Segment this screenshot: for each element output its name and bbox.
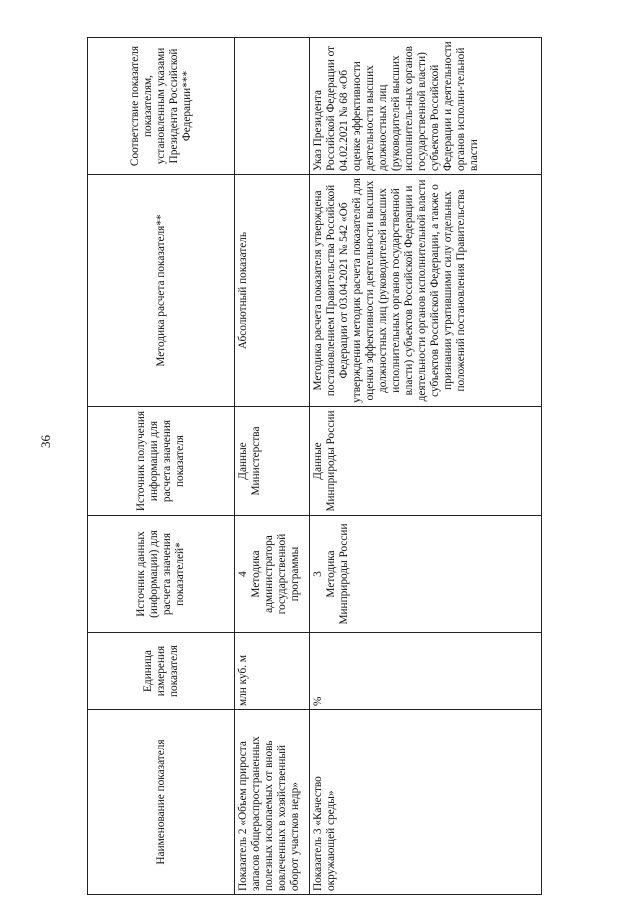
header-compliance: Соответствие показателя показателям, установленным указами Президента Российской Федерации*** xyxy=(88,38,235,175)
header-name: Наименование показателя xyxy=(88,710,235,895)
row-source-number: 4 xyxy=(237,571,249,577)
header-source: Источник данных (информации) для расчета значения показателей* xyxy=(88,516,235,633)
table-row xyxy=(235,38,310,895)
table-row xyxy=(310,38,542,895)
page-number: 36 xyxy=(38,435,53,448)
row-source xyxy=(235,516,310,633)
row-name: Показатель 2 «Объем прироста запасов общераспространенных полезных ископаемых от вновь вовлеченных в хозяйственный оборот участков недр» xyxy=(235,710,310,895)
row-source xyxy=(310,516,542,633)
row-unit: млн куб. м xyxy=(235,633,310,710)
row-info-source: Данные Минприроды России xyxy=(310,407,542,516)
row-compliance xyxy=(235,38,310,175)
header-info-source: Источник получения информации для расчета значения показателя xyxy=(88,407,235,516)
row-source-text: Методика Минприроды России xyxy=(325,523,350,625)
row-method: Абсолютный показатель xyxy=(235,175,310,407)
rotated-table-container xyxy=(87,38,542,895)
row-name: Показатель 3 «Качество окружающей среды» xyxy=(310,710,542,895)
row-method: Методика расчета показателя утверждена постановлением Правительства Российской Федерации от 03.04.2021 № 542 «Об утверждении методик расчета показателей для оценки эффективности деятельности высших должностных лиц (руководителей высших исполнительных органов государственной власти) субъектов Российской Федерации и деятельности органов исполнительной власти субъектов Российской Федерации, а также о признании утратившими силу отдельных положений постановления Правительства xyxy=(310,175,542,407)
row-compliance: Указ Президента Российской Федерации от 04.02.2021 № 68 «Об оценке эффективности деятельности высших должностных лиц (руководителей высших исполнитель-ных органов государственной власти) субъектов Российской Федерации и деятельности органов исполни-тельной власти xyxy=(310,38,542,175)
indicators-table xyxy=(87,37,542,895)
row-source-number: 3 xyxy=(312,571,324,577)
row-source-text: Методика администратора государственной программы xyxy=(250,533,301,615)
row-unit: % xyxy=(310,633,542,710)
table-header-row xyxy=(88,38,235,895)
row-info-source: Данные Министерства xyxy=(235,407,310,516)
header-method: Методика расчета показателя** xyxy=(88,175,235,407)
header-unit: Единица измерения показателя xyxy=(88,633,235,710)
